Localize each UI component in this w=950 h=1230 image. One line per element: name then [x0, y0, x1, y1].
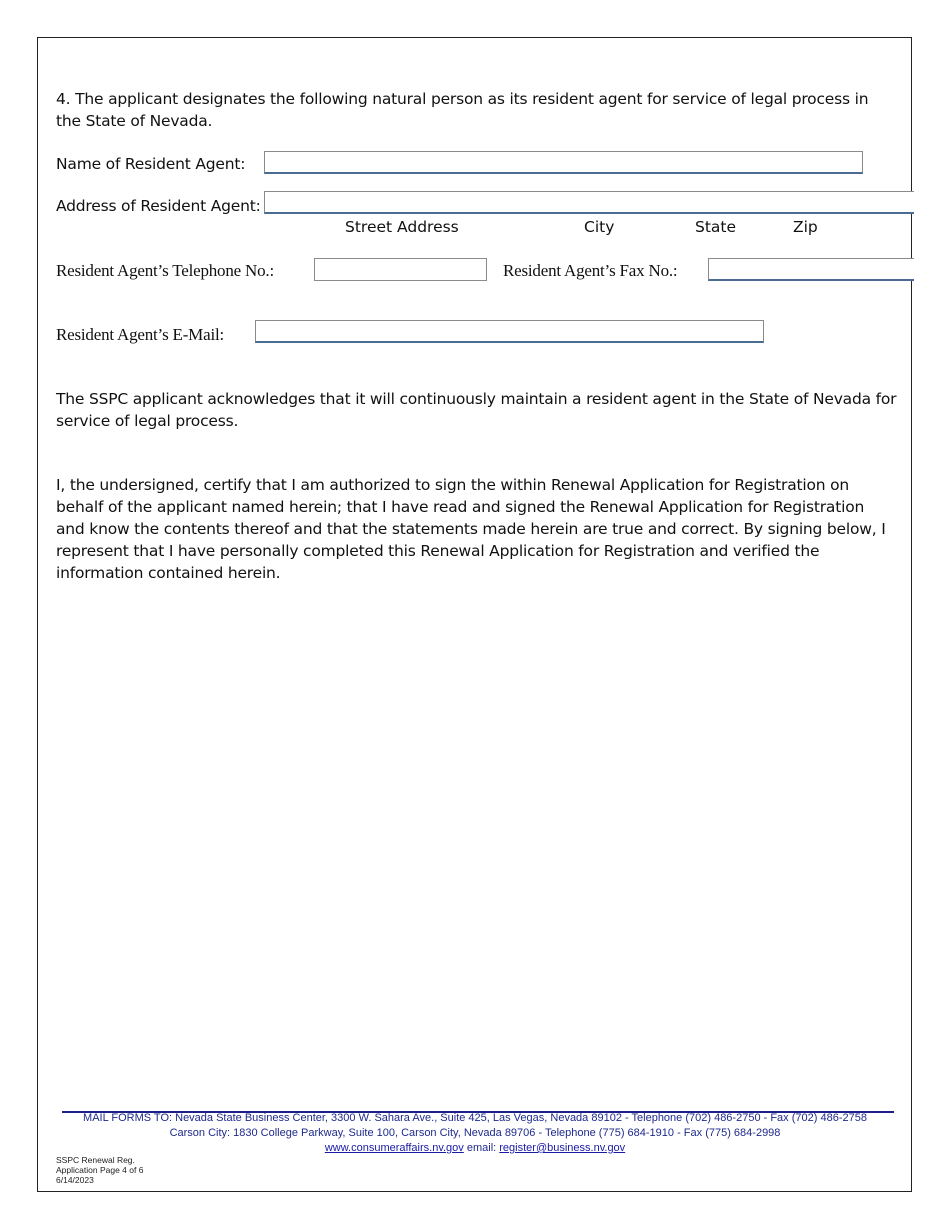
city-caption: City [584, 218, 615, 236]
resident-agent-email-label: Resident Agent’s E-Mail: [56, 325, 225, 344]
email-link[interactable]: register@business.nv.gov [499, 1142, 626, 1154]
certification-text: I, the undersigned, certify that I am authorized to sign the within Renewal Application for Registration on behalf of the applicant named herein; that I have read and signed the Renewal Application for Registration and know the contents thereof and that the statements made herein are true and correct. By signing below, I represent that I have personally completed this Renewal Application for Registration and verified the information contained herein. [56, 476, 886, 582]
resident-agent-fax-field[interactable] [708, 258, 914, 281]
acknowledgement-text: The SSPC applicant acknowledges that it will continuously maintain a resident agent in the State of Nevada for service of legal process. [56, 390, 897, 430]
email-label: email: [466, 1142, 497, 1154]
resident-agent-fax-label: Resident Agent’s Fax No.: [503, 261, 678, 280]
street-address-caption: Street Address [345, 218, 459, 236]
footer-mail-forms-line: MAIL FORMS TO: Nevada State Business Center, 3300 W. Sahara Ave., Suite 425, Las Vegas, Nevada 89102 - Telephone (702) 486-2750 - Fax (702) 486-2758 [83, 1112, 867, 1124]
state-caption: State [695, 218, 737, 236]
resident-agent-telephone-field[interactable] [314, 258, 487, 281]
form-date: 6/14/2023 [56, 1175, 94, 1185]
footer-carson-city-line: Carson City: 1830 College Parkway, Suite 100, Carson City, Nevada 89706 - Telephone (775) 684-1910 - Fax (775) 684-2998 [169, 1127, 781, 1139]
page-number: Application Page 4 of 6 [56, 1165, 144, 1175]
zip-caption: Zip [793, 218, 818, 236]
section-4-intro: 4. The applicant designates the following natural person as its resident agent for service of legal process in the State of Nevada. [56, 90, 869, 130]
footer-links [55, 1142, 895, 1154]
resident-agent-telephone-label: Resident Agent’s Telephone No.: [56, 261, 274, 280]
resident-agent-address-label: Address of Resident Agent: [56, 197, 261, 215]
resident-agent-name-field[interactable] [264, 151, 863, 174]
resident-agent-email-field[interactable] [255, 320, 764, 343]
resident-agent-address-field[interactable] [264, 191, 914, 214]
form-name: SSPC Renewal Reg. [56, 1155, 135, 1165]
website-link[interactable]: www.consumeraffairs.nv.gov [324, 1142, 464, 1154]
resident-agent-name-label: Name of Resident Agent: [56, 155, 246, 173]
